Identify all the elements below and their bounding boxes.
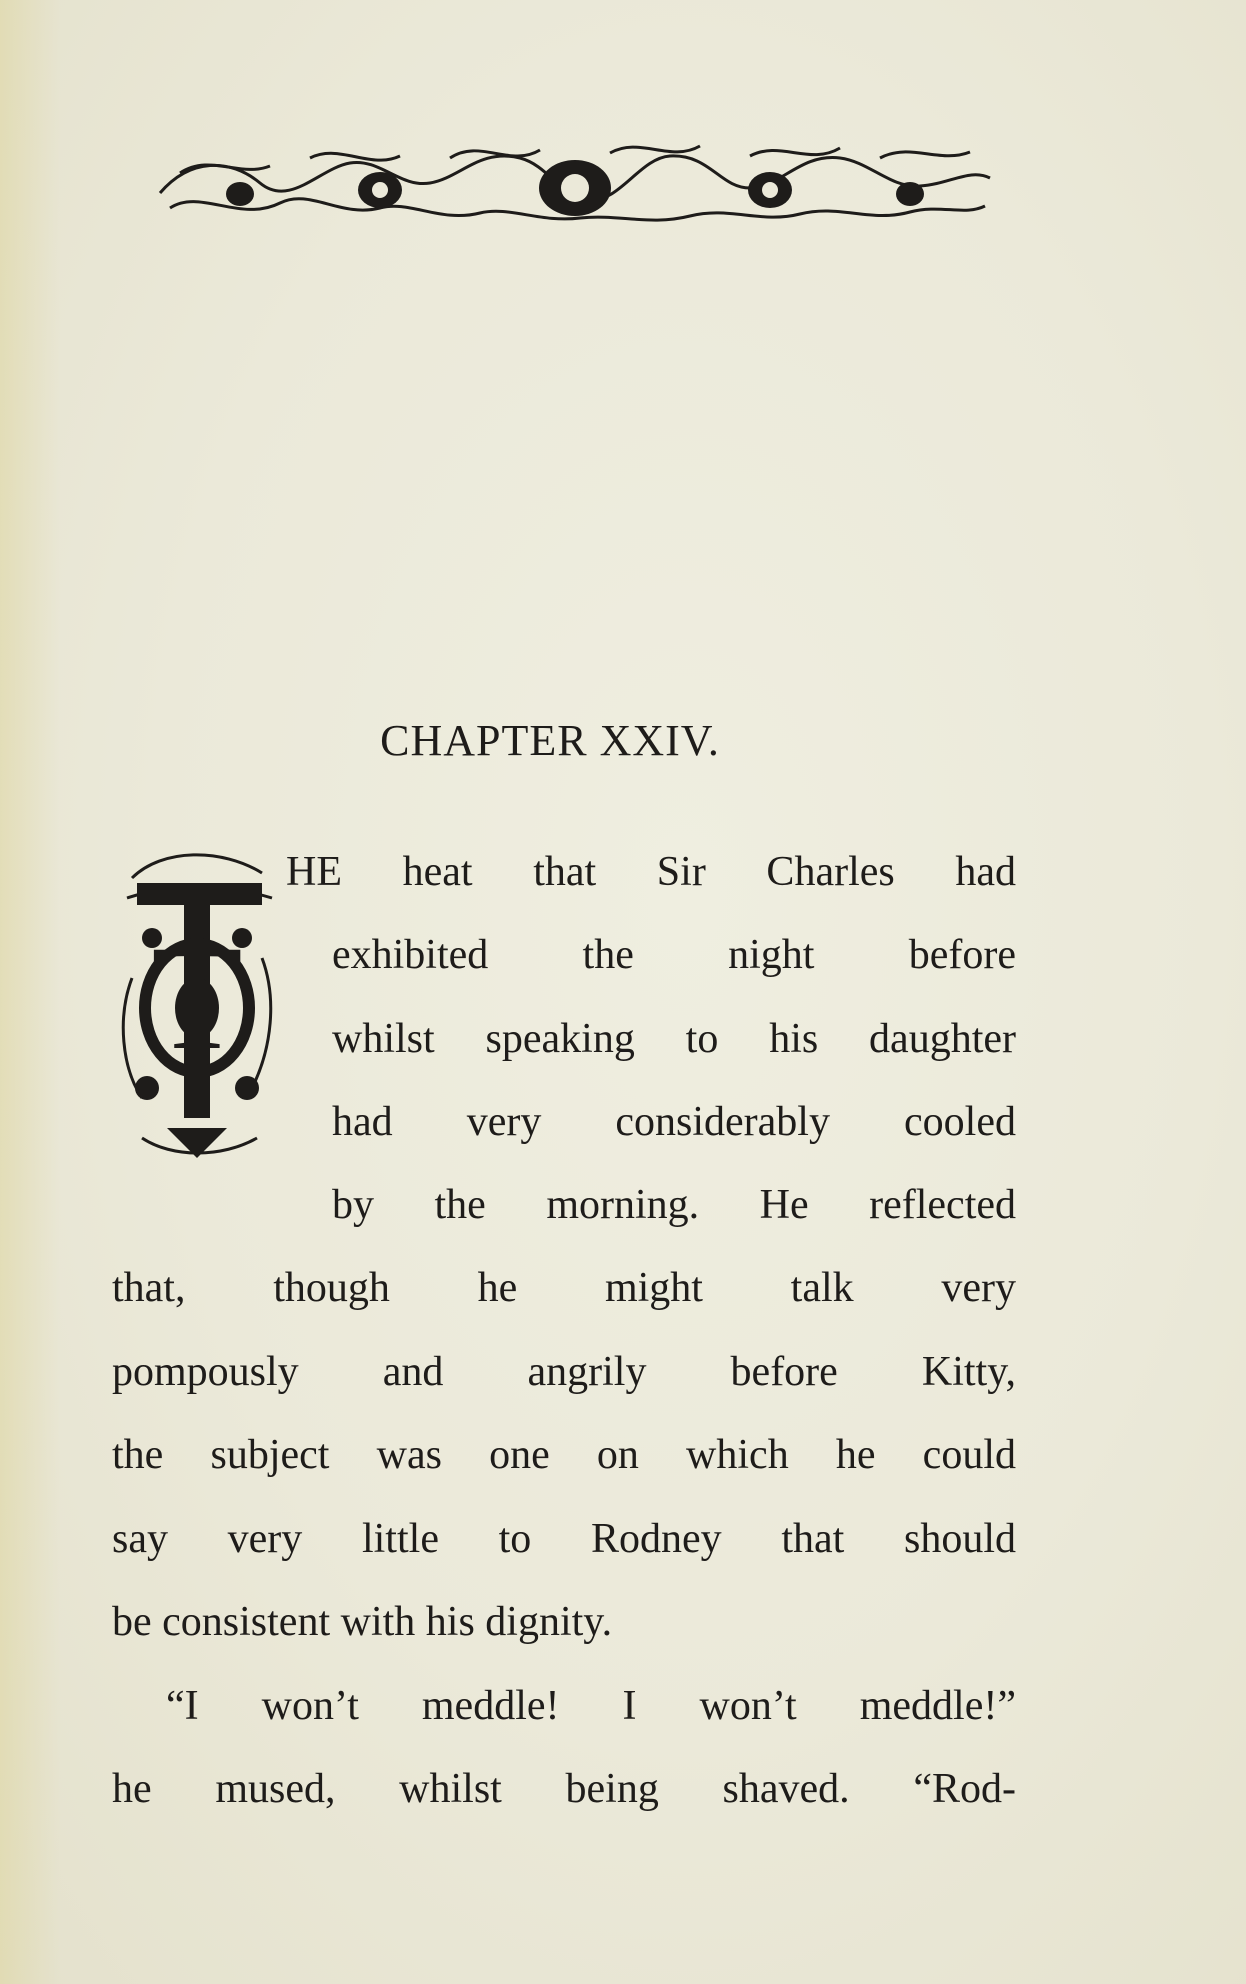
text-line: pompously and angrily before Kitty, xyxy=(112,1349,1016,1395)
text-line: he mused, whilst being shaved. “Rod- xyxy=(112,1766,1016,1812)
text-line: by the morning. He reflected xyxy=(332,1182,1016,1228)
page-edge-shadow xyxy=(0,0,60,1984)
text-line: “I won’t meddle! I won’t meddle!” xyxy=(166,1683,1016,1729)
text-line: say very little to Rodney that should xyxy=(112,1516,1016,1562)
drop-cap-ornament xyxy=(112,838,280,1178)
text-line: had very considerably cooled xyxy=(332,1099,1016,1145)
text-line: the subject was one on which he could xyxy=(112,1432,1016,1478)
text-line: HE heat that Sir Charles had xyxy=(286,849,1016,895)
chapter-title: CHAPTER XXIV. xyxy=(380,716,720,765)
text-line: whilst speaking to his daughter xyxy=(332,1016,1016,1062)
text-line: exhibited the night before xyxy=(332,932,1016,978)
headpiece-ornament xyxy=(150,128,1000,238)
text-line: be consistent with his dignity. xyxy=(112,1599,613,1645)
text-line: that, though he might talk very xyxy=(112,1265,1016,1311)
drop-cap-letter: T xyxy=(151,915,243,1081)
